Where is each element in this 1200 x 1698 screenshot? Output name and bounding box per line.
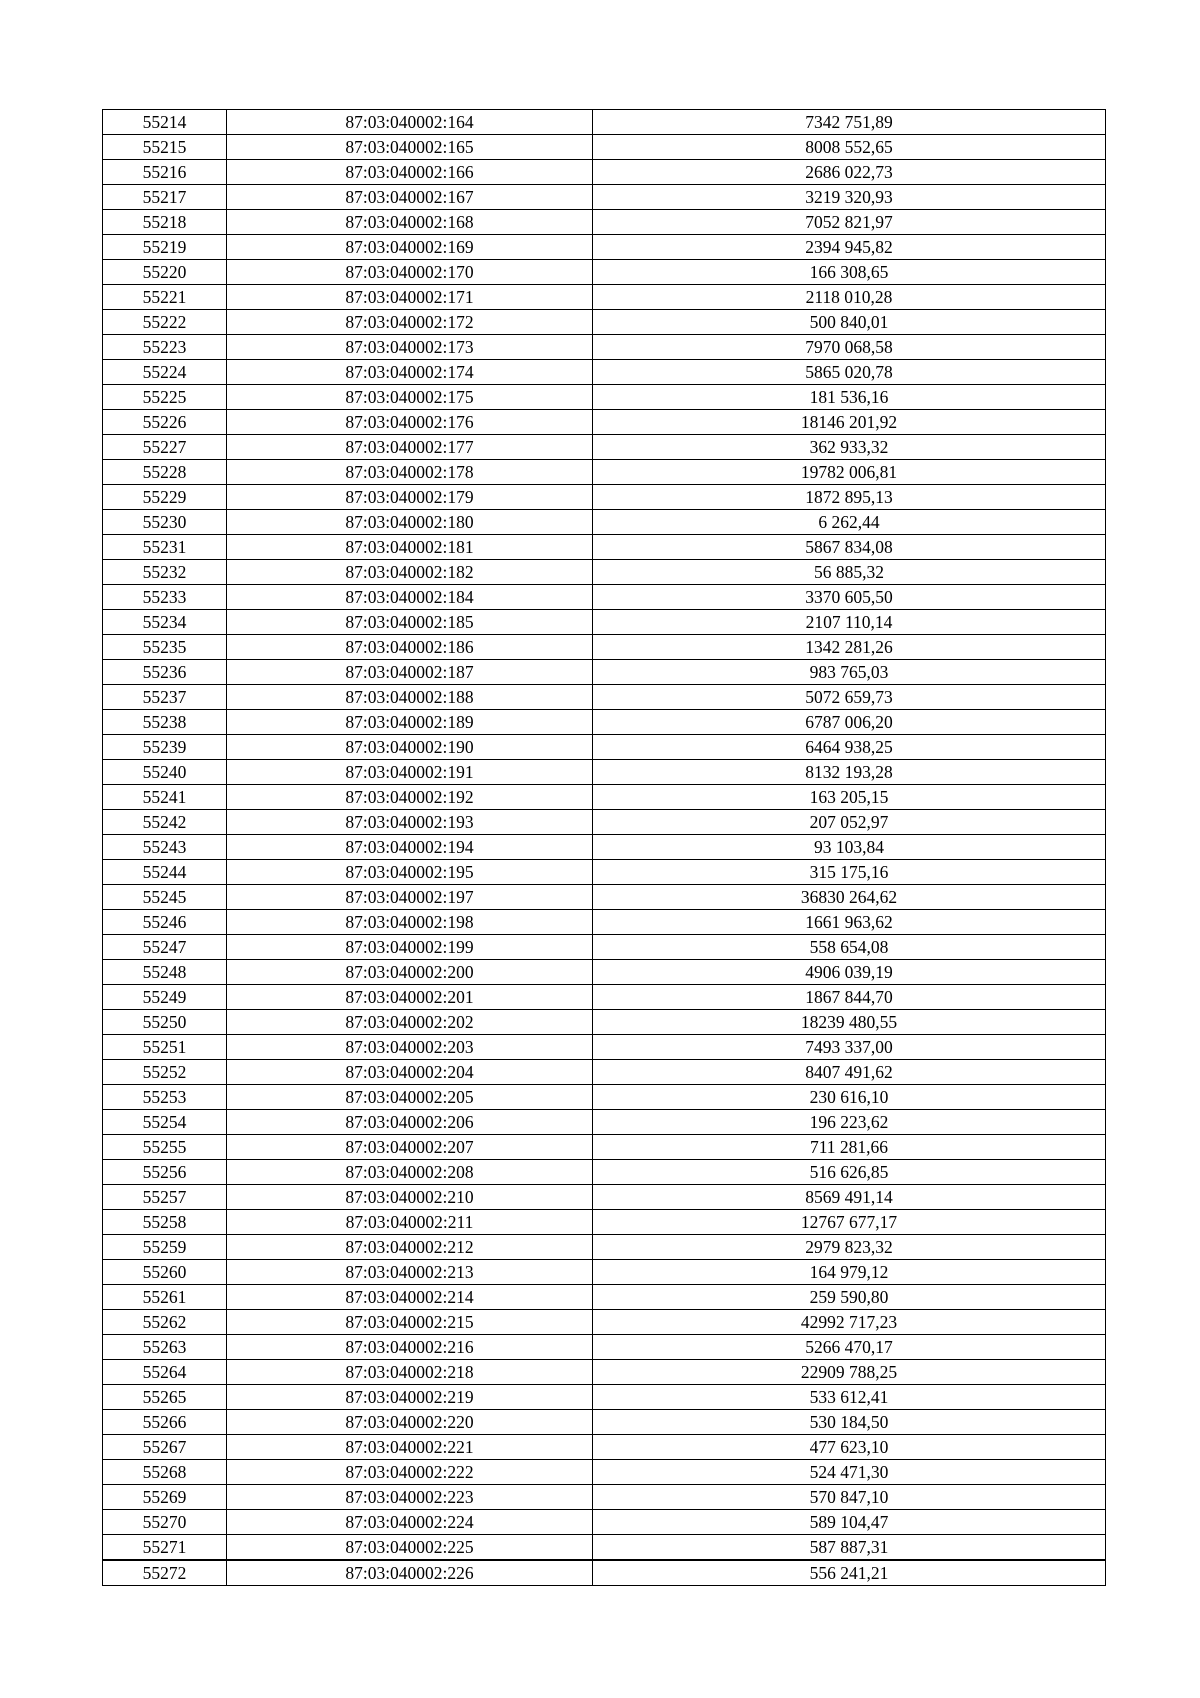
row-number-cell: 55263	[103, 1335, 227, 1360]
row-number-cell: 55234	[103, 610, 227, 635]
value-cell: 230 616,10	[593, 1085, 1106, 1110]
row-number-cell: 55245	[103, 885, 227, 910]
table-row	[103, 1285, 1106, 1310]
row-number-cell: 55250	[103, 1010, 227, 1035]
cadastral-number-cell: 87:03:040002:215	[227, 1310, 593, 1335]
row-number-cell: 55258	[103, 1210, 227, 1235]
value-cell: 19782 006,81	[593, 460, 1106, 485]
value-cell: 18239 480,55	[593, 1010, 1106, 1035]
cadastral-number-cell: 87:03:040002:166	[227, 160, 593, 185]
row-number-cell: 55214	[103, 110, 227, 135]
table-row	[103, 1235, 1106, 1260]
row-number-cell: 55259	[103, 1235, 227, 1260]
table-row	[103, 1535, 1106, 1561]
table-row	[103, 560, 1106, 585]
cadastral-number-cell: 87:03:040002:214	[227, 1285, 593, 1310]
value-cell: 2394 945,82	[593, 235, 1106, 260]
row-number-cell: 55249	[103, 985, 227, 1010]
value-cell: 1661 963,62	[593, 910, 1106, 935]
cadastral-number-cell: 87:03:040002:216	[227, 1335, 593, 1360]
value-cell: 6787 006,20	[593, 710, 1106, 735]
table-row	[103, 735, 1106, 760]
row-number-cell: 55216	[103, 160, 227, 185]
cadastral-number-cell: 87:03:040002:182	[227, 560, 593, 585]
table-row	[103, 285, 1106, 310]
table-row	[103, 1060, 1106, 1085]
cadastral-number-cell: 87:03:040002:200	[227, 960, 593, 985]
row-number-cell: 55235	[103, 635, 227, 660]
row-number-cell: 55252	[103, 1060, 227, 1085]
value-cell: 516 626,85	[593, 1160, 1106, 1185]
row-number-cell: 55232	[103, 560, 227, 585]
table-row	[103, 135, 1106, 160]
value-cell: 556 241,21	[593, 1560, 1106, 1586]
value-cell: 7970 068,58	[593, 335, 1106, 360]
cadastral-number-cell: 87:03:040002:190	[227, 735, 593, 760]
table-row	[103, 785, 1106, 810]
cadastral-number-cell: 87:03:040002:195	[227, 860, 593, 885]
table-row	[103, 760, 1106, 785]
value-cell: 2107 110,14	[593, 610, 1106, 635]
cadastral-number-cell: 87:03:040002:224	[227, 1510, 593, 1535]
table-row	[103, 235, 1106, 260]
table-row	[103, 1435, 1106, 1460]
row-number-cell: 55254	[103, 1110, 227, 1135]
row-number-cell: 55261	[103, 1285, 227, 1310]
row-number-cell: 55247	[103, 935, 227, 960]
cadastral-number-cell: 87:03:040002:176	[227, 410, 593, 435]
value-cell: 6 262,44	[593, 510, 1106, 535]
table-row	[103, 1485, 1106, 1510]
row-number-cell: 55242	[103, 810, 227, 835]
cadastral-number-cell: 87:03:040002:188	[227, 685, 593, 710]
value-cell: 56 885,32	[593, 560, 1106, 585]
row-number-cell: 55227	[103, 435, 227, 460]
table-row	[103, 635, 1106, 660]
table-row	[103, 1385, 1106, 1410]
cadastral-number-cell: 87:03:040002:187	[227, 660, 593, 685]
table-row	[103, 885, 1106, 910]
cadastral-number-cell: 87:03:040002:173	[227, 335, 593, 360]
row-number-cell: 55266	[103, 1410, 227, 1435]
cadastral-number-cell: 87:03:040002:202	[227, 1010, 593, 1035]
table-row	[103, 660, 1106, 685]
cadastral-number-cell: 87:03:040002:177	[227, 435, 593, 460]
row-number-cell: 55221	[103, 285, 227, 310]
table-row	[103, 1335, 1106, 1360]
row-number-cell: 55271	[103, 1535, 227, 1561]
row-number-cell: 55228	[103, 460, 227, 485]
cadastral-number-cell: 87:03:040002:206	[227, 1110, 593, 1135]
cadastral-number-cell: 87:03:040002:186	[227, 635, 593, 660]
value-cell: 22909 788,25	[593, 1360, 1106, 1385]
table-row	[103, 535, 1106, 560]
cadastral-number-cell: 87:03:040002:194	[227, 835, 593, 860]
cadastral-number-cell: 87:03:040002:221	[227, 1435, 593, 1460]
row-number-cell: 55237	[103, 685, 227, 710]
cadastral-number-cell: 87:03:040002:171	[227, 285, 593, 310]
table-row	[103, 485, 1106, 510]
table-row	[103, 835, 1106, 860]
value-cell: 259 590,80	[593, 1285, 1106, 1310]
row-number-cell: 55241	[103, 785, 227, 810]
row-number-cell: 55251	[103, 1035, 227, 1060]
table-row	[103, 1360, 1106, 1385]
table-row	[103, 360, 1106, 385]
table-row	[103, 1210, 1106, 1235]
table-row	[103, 1035, 1106, 1060]
cadastral-number-cell: 87:03:040002:169	[227, 235, 593, 260]
value-cell: 315 175,16	[593, 860, 1106, 885]
value-cell: 8407 491,62	[593, 1060, 1106, 1085]
value-cell: 166 308,65	[593, 260, 1106, 285]
table-row	[103, 1085, 1106, 1110]
row-number-cell: 55223	[103, 335, 227, 360]
row-number-cell: 55222	[103, 310, 227, 335]
value-cell: 524 471,30	[593, 1460, 1106, 1485]
cadastral-number-cell: 87:03:040002:180	[227, 510, 593, 535]
cadastral-number-cell: 87:03:040002:204	[227, 1060, 593, 1085]
value-cell: 362 933,32	[593, 435, 1106, 460]
value-cell: 8132 193,28	[593, 760, 1106, 785]
row-number-cell: 55253	[103, 1085, 227, 1110]
table-row	[103, 1310, 1106, 1335]
table-row	[103, 1460, 1106, 1485]
value-cell: 589 104,47	[593, 1510, 1106, 1535]
row-number-cell: 55240	[103, 760, 227, 785]
value-cell: 196 223,62	[593, 1110, 1106, 1135]
value-cell: 477 623,10	[593, 1435, 1106, 1460]
row-number-cell: 55226	[103, 410, 227, 435]
value-cell: 7052 821,97	[593, 210, 1106, 235]
table-row	[103, 1510, 1106, 1535]
table-row	[103, 985, 1106, 1010]
row-number-cell: 55230	[103, 510, 227, 535]
value-cell: 530 184,50	[593, 1410, 1106, 1435]
value-cell: 6464 938,25	[593, 735, 1106, 760]
row-number-cell: 55256	[103, 1160, 227, 1185]
cadastral-number-cell: 87:03:040002:184	[227, 585, 593, 610]
cadastral-number-cell: 87:03:040002:226	[227, 1560, 593, 1586]
value-cell: 207 052,97	[593, 810, 1106, 835]
cadastral-number-cell: 87:03:040002:175	[227, 385, 593, 410]
cadastral-number-cell: 87:03:040002:223	[227, 1485, 593, 1510]
cadastral-number-cell: 87:03:040002:208	[227, 1160, 593, 1185]
row-number-cell: 55267	[103, 1435, 227, 1460]
cadastral-number-cell: 87:03:040002:178	[227, 460, 593, 485]
value-cell: 5266 470,17	[593, 1335, 1106, 1360]
cadastral-number-cell: 87:03:040002:164	[227, 110, 593, 135]
table-row	[103, 385, 1106, 410]
table-row	[103, 1185, 1106, 1210]
cadastral-number-cell: 87:03:040002:197	[227, 885, 593, 910]
cadastral-number-cell: 87:03:040002:220	[227, 1410, 593, 1435]
table-row	[103, 210, 1106, 235]
row-number-cell: 55220	[103, 260, 227, 285]
cadastral-number-cell: 87:03:040002:213	[227, 1260, 593, 1285]
value-cell: 1872 895,13	[593, 485, 1106, 510]
cadastral-number-cell: 87:03:040002:192	[227, 785, 593, 810]
value-cell: 558 654,08	[593, 935, 1106, 960]
table-row	[103, 935, 1106, 960]
table-row	[103, 910, 1106, 935]
value-cell: 2118 010,28	[593, 285, 1106, 310]
value-cell: 42992 717,23	[593, 1310, 1106, 1335]
value-cell: 8569 491,14	[593, 1185, 1106, 1210]
cadastral-number-cell: 87:03:040002:218	[227, 1360, 593, 1385]
value-cell: 4906 039,19	[593, 960, 1106, 985]
cadastral-number-cell: 87:03:040002:211	[227, 1210, 593, 1235]
value-cell: 2979 823,32	[593, 1235, 1106, 1260]
table-row	[103, 1260, 1106, 1285]
table-row	[103, 1160, 1106, 1185]
value-cell: 5865 020,78	[593, 360, 1106, 385]
value-cell: 36830 264,62	[593, 885, 1106, 910]
value-cell: 93 103,84	[593, 835, 1106, 860]
row-number-cell: 55225	[103, 385, 227, 410]
value-cell: 8008 552,65	[593, 135, 1106, 160]
table-row	[103, 260, 1106, 285]
value-cell: 163 205,15	[593, 785, 1106, 810]
table-row	[103, 710, 1106, 735]
cadastral-number-cell: 87:03:040002:189	[227, 710, 593, 735]
value-cell: 533 612,41	[593, 1385, 1106, 1410]
row-number-cell: 55255	[103, 1135, 227, 1160]
row-number-cell: 55243	[103, 835, 227, 860]
row-number-cell: 55264	[103, 1360, 227, 1385]
row-number-cell: 55262	[103, 1310, 227, 1335]
row-number-cell: 55238	[103, 710, 227, 735]
value-cell: 570 847,10	[593, 1485, 1106, 1510]
cadastral-number-cell: 87:03:040002:172	[227, 310, 593, 335]
row-number-cell: 55257	[103, 1185, 227, 1210]
row-number-cell: 55272	[103, 1560, 227, 1586]
row-number-cell: 55218	[103, 210, 227, 235]
table-row	[103, 510, 1106, 535]
value-cell: 3219 320,93	[593, 185, 1106, 210]
cadastral-number-cell: 87:03:040002:193	[227, 810, 593, 835]
value-cell: 7342 751,89	[593, 110, 1106, 135]
row-number-cell: 55239	[103, 735, 227, 760]
table-row	[103, 110, 1106, 135]
cadastral-number-cell: 87:03:040002:170	[227, 260, 593, 285]
cadastral-number-cell: 87:03:040002:199	[227, 935, 593, 960]
cadastral-number-cell: 87:03:040002:203	[227, 1035, 593, 1060]
table-row	[103, 335, 1106, 360]
table-row	[103, 960, 1106, 985]
row-number-cell: 55268	[103, 1460, 227, 1485]
row-number-cell: 55260	[103, 1260, 227, 1285]
value-cell: 983 765,03	[593, 660, 1106, 685]
row-number-cell: 55217	[103, 185, 227, 210]
row-number-cell: 55265	[103, 1385, 227, 1410]
row-number-cell: 55248	[103, 960, 227, 985]
table-row	[103, 685, 1106, 710]
table-row	[103, 810, 1106, 835]
row-number-cell: 55236	[103, 660, 227, 685]
row-number-cell: 55229	[103, 485, 227, 510]
row-number-cell: 55224	[103, 360, 227, 385]
cadastral-number-cell: 87:03:040002:191	[227, 760, 593, 785]
cadastral-number-cell: 87:03:040002:167	[227, 185, 593, 210]
cadastral-number-cell: 87:03:040002:185	[227, 610, 593, 635]
cadastral-number-cell: 87:03:040002:181	[227, 535, 593, 560]
table-row	[103, 185, 1106, 210]
value-cell: 18146 201,92	[593, 410, 1106, 435]
row-number-cell: 55219	[103, 235, 227, 260]
table-row	[103, 585, 1106, 610]
table-row	[103, 1560, 1106, 1586]
value-cell: 5072 659,73	[593, 685, 1106, 710]
table-row	[103, 1135, 1106, 1160]
cadastral-number-cell: 87:03:040002:174	[227, 360, 593, 385]
row-number-cell: 55270	[103, 1510, 227, 1535]
value-cell: 7493 337,00	[593, 1035, 1106, 1060]
value-cell: 587 887,31	[593, 1535, 1106, 1561]
cadastral-number-cell: 87:03:040002:225	[227, 1535, 593, 1561]
cadastral-number-cell: 87:03:040002:201	[227, 985, 593, 1010]
table-row	[103, 160, 1106, 185]
table-row	[103, 310, 1106, 335]
value-cell: 5867 834,08	[593, 535, 1106, 560]
row-number-cell: 55233	[103, 585, 227, 610]
cadastral-number-cell: 87:03:040002:198	[227, 910, 593, 935]
cadastral-number-cell: 87:03:040002:207	[227, 1135, 593, 1160]
row-number-cell: 55244	[103, 860, 227, 885]
cadastral-number-cell: 87:03:040002:219	[227, 1385, 593, 1410]
table-body	[103, 110, 1106, 1586]
cadastral-number-cell: 87:03:040002:210	[227, 1185, 593, 1210]
table-row	[103, 1410, 1106, 1435]
cadastral-number-cell: 87:03:040002:212	[227, 1235, 593, 1260]
table-row	[103, 610, 1106, 635]
value-cell: 711 281,66	[593, 1135, 1106, 1160]
cadastral-number-cell: 87:03:040002:165	[227, 135, 593, 160]
cadastral-value-table	[102, 109, 1106, 1586]
cadastral-number-cell: 87:03:040002:168	[227, 210, 593, 235]
row-number-cell: 55246	[103, 910, 227, 935]
cadastral-number-cell: 87:03:040002:205	[227, 1085, 593, 1110]
value-cell: 12767 677,17	[593, 1210, 1106, 1235]
table-row	[103, 410, 1106, 435]
value-cell: 2686 022,73	[593, 160, 1106, 185]
table-row	[103, 435, 1106, 460]
table-row	[103, 1110, 1106, 1135]
row-number-cell: 55269	[103, 1485, 227, 1510]
value-cell: 3370 605,50	[593, 585, 1106, 610]
value-cell: 500 840,01	[593, 310, 1106, 335]
row-number-cell: 55231	[103, 535, 227, 560]
table-row	[103, 860, 1106, 885]
cadastral-number-cell: 87:03:040002:222	[227, 1460, 593, 1485]
value-cell: 1867 844,70	[593, 985, 1106, 1010]
cadastral-number-cell: 87:03:040002:179	[227, 485, 593, 510]
table-row	[103, 1010, 1106, 1035]
table-row	[103, 460, 1106, 485]
value-cell: 181 536,16	[593, 385, 1106, 410]
value-cell: 164 979,12	[593, 1260, 1106, 1285]
value-cell: 1342 281,26	[593, 635, 1106, 660]
row-number-cell: 55215	[103, 135, 227, 160]
